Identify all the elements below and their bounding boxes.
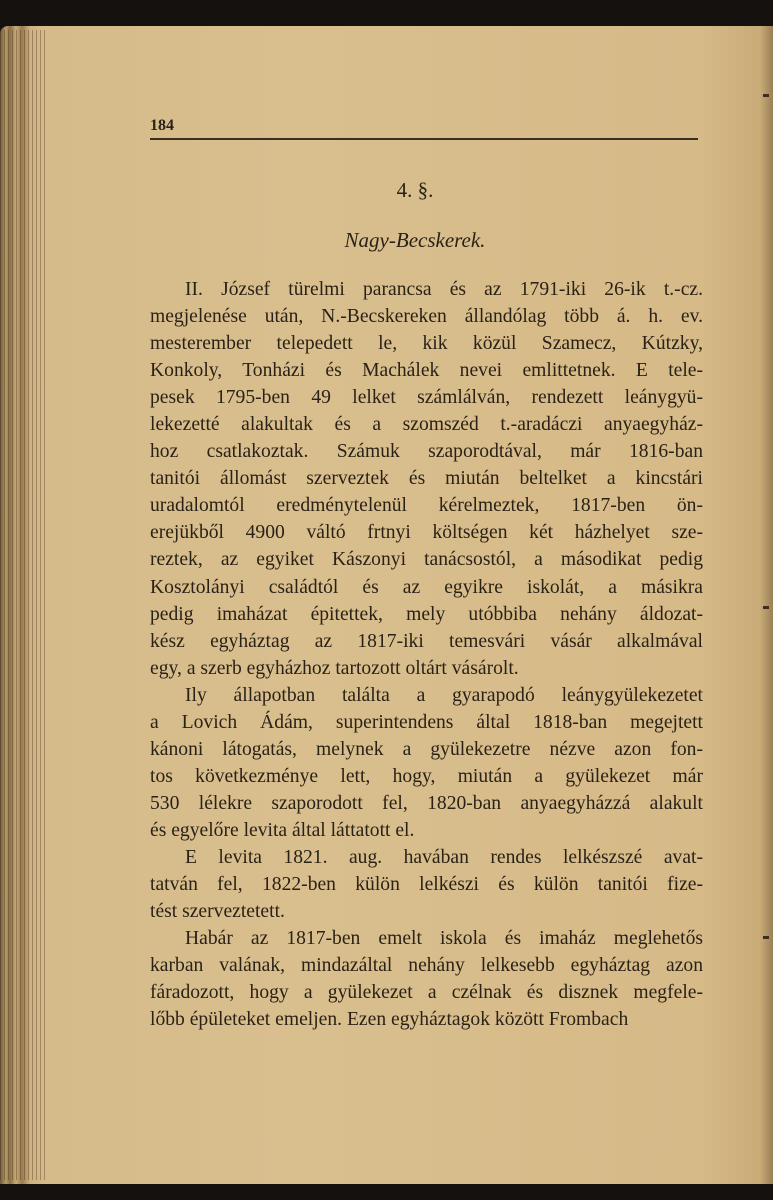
text-line: hoz csatlakoztak. Számuk szaporodtával, már 1816-ban: [150, 441, 703, 463]
margin-mark: [763, 936, 769, 939]
text-line: pesek 1795-ben 49 lelket számlálván, rendezett leánygyü-: [150, 387, 703, 409]
text-line: Konkoly, Tonházi és Machálek nevei emlittetnek. E tele-: [150, 360, 703, 382]
text-line: lőbb épületeket emeljen. Ezen egyháztagok között Frombach: [150, 1009, 629, 1031]
section-number: 4. §.: [396, 178, 434, 202]
text-line: Habár az 1817-ben emelt iskola és imaház meglehetős: [185, 928, 703, 950]
text-line: megjelenése után, N.-Becskereken állandólag több á. h. ev.: [150, 306, 703, 328]
text-line: tést szerveztetett.: [150, 901, 285, 923]
text-line: karban valának, mindazáltal nehány lelkesebb egyháztag azon: [150, 955, 703, 977]
scanner-bottom-border: [0, 1184, 773, 1200]
text-line: tanitói állomást szerveztek és miután beltelket a kincstári: [150, 468, 703, 490]
text-line: pedig imaházat épitettek, mely utóbbiba nehány áldozat-: [150, 603, 703, 625]
body-text: [150, 276, 703, 1033]
text-line: Kosztolányi családtól és az egyikre iskolát, a másikra: [150, 576, 703, 598]
text-line: E levita 1821. aug. havában rendes lelkészszé avat-: [185, 846, 703, 868]
text-line: kánoni látogatás, melynek a gyülekezetre nézve azon fon-: [150, 738, 703, 760]
text-line: és egyelőre levita által láttatott el.: [150, 819, 415, 841]
text-line: mesterember telepedett le, kik közül Szamecz, Kútzky,: [150, 333, 703, 355]
text-line: a Lovich Ádám, superintendens által 1818-ban megejtett: [150, 711, 703, 733]
text-line: Ily állapotban találta a gyarapodó leánygyülekezetet: [185, 684, 703, 706]
scanner-top-border: [0, 0, 773, 28]
text-line: tos következménye lett, hogy, miután a gyülekezet már: [150, 765, 703, 787]
text-line: lekezetté alakultak és a szomszéd t.-aradáczi anyaegyház-: [150, 414, 703, 436]
text-line: tatván fel, 1822-ben külön lelkészi és külön tanitói fize-: [150, 874, 703, 896]
text-line: 530 lélekre szaporodott fel, 1820-ban anyaegyházzá alakult: [150, 792, 703, 814]
text-line: reztek, az egyiket Kászonyi tanácsostól, a másodikat pedig: [150, 549, 703, 571]
text-line: egy, a szerb egyházhoz tartozott oltárt vásárolt.: [150, 657, 519, 679]
margin-mark: [763, 606, 769, 609]
section-title: Nagy-Becskerek.: [344, 228, 486, 252]
text-line: fáradozott, hogy a gyülekezet a czélnak és disznek megfele-: [150, 982, 703, 1004]
text-line: II. József türelmi parancsa és az 1791-iki 26-ik t.-cz.: [185, 279, 703, 300]
text-line: uradalomtól eredménytelenül kérelmeztek, 1817-ben ön-: [150, 495, 703, 517]
margin-mark: [763, 94, 769, 97]
text-line: kész egyháztag az 1817-iki temesvári vásár alkalmával: [150, 630, 703, 652]
header-rule: [150, 138, 698, 140]
page-number: 184: [150, 117, 174, 134]
text-line: erejükből 4900 váltó frtnyi költségen két házhelyet sze-: [150, 522, 703, 544]
